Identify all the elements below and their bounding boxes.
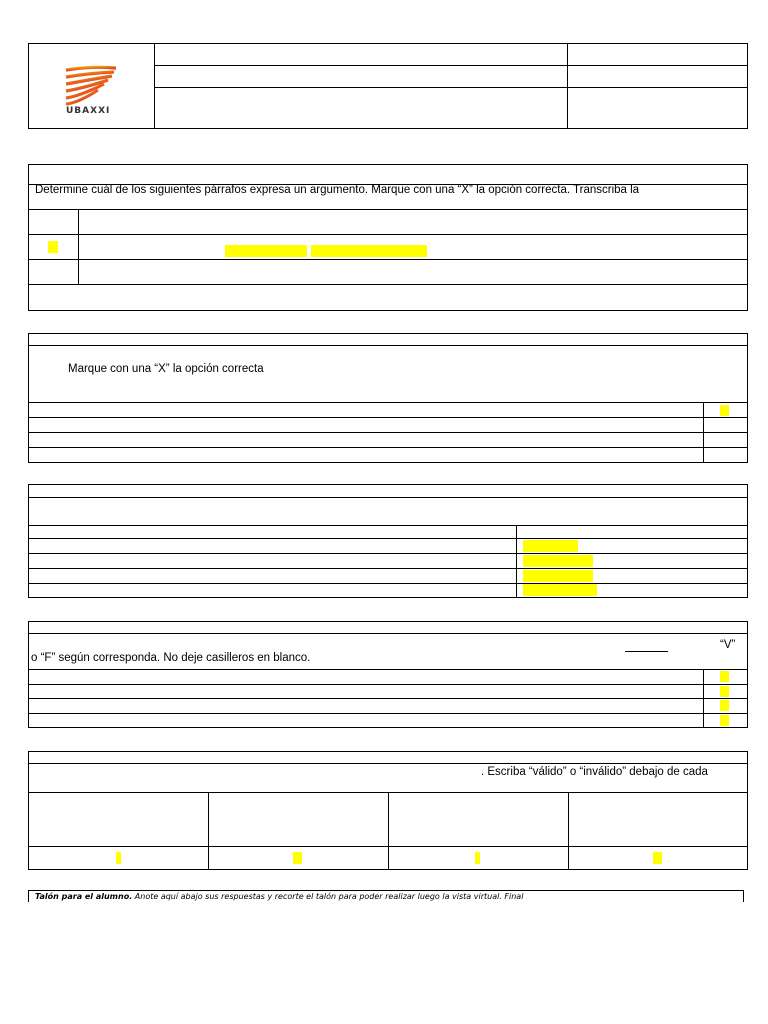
answer-highlight[interactable]	[720, 671, 729, 682]
row-line	[28, 684, 748, 685]
answer-highlight[interactable]	[720, 700, 729, 711]
section2-table	[28, 333, 748, 463]
row-line	[28, 259, 748, 260]
logo-text: UBAXXI	[66, 106, 111, 116]
answer-highlight[interactable]	[48, 241, 58, 253]
talon-left-line	[28, 890, 29, 902]
section5-instruction: . Escriba “válido” o “inválido” debajo de cada	[481, 766, 708, 778]
row-line	[28, 447, 748, 448]
header-divider	[154, 65, 748, 66]
row-line	[28, 209, 748, 210]
ubaxxi-logo	[62, 64, 126, 116]
row-line	[28, 583, 748, 584]
talon-bold: Talón para el alumno.	[35, 892, 133, 901]
section4-table	[28, 621, 748, 728]
talon-right-line	[743, 890, 744, 902]
answer-highlight[interactable]	[720, 715, 729, 726]
answer-highlight[interactable]	[475, 852, 480, 864]
row-line	[28, 633, 748, 634]
row-line	[28, 538, 748, 539]
talon-caption	[35, 892, 523, 901]
header-divider	[154, 43, 155, 129]
row-line	[28, 568, 748, 569]
col-line	[78, 209, 79, 284]
col-line	[388, 792, 389, 870]
section4-instruction: o “F” según corresponda. No deje casilleros en blanco.	[31, 652, 311, 664]
row-line	[28, 669, 748, 670]
col-line	[703, 669, 704, 728]
row-line	[28, 284, 748, 285]
answer-highlight[interactable]	[720, 686, 729, 697]
row-line	[28, 497, 748, 498]
col-line	[703, 402, 704, 463]
header-divider	[154, 87, 748, 88]
answer-highlight[interactable]	[653, 852, 662, 864]
col-line	[208, 792, 209, 870]
answer-highlight[interactable]	[523, 584, 597, 596]
section3-table	[28, 484, 748, 598]
header-divider	[567, 43, 568, 129]
answer-highlight[interactable]	[523, 540, 578, 552]
row-line	[28, 763, 748, 764]
answer-highlight[interactable]	[523, 555, 593, 567]
header-table	[28, 43, 748, 129]
section2-instruction: Marque con una “X” la opción correcta	[68, 363, 264, 375]
row-line	[28, 553, 748, 554]
ubaxxi-logo-icon	[62, 64, 126, 108]
answer-highlight[interactable]	[720, 405, 729, 416]
talon-rest: Anote aquí abajo sus respuestas y recorte el talón para poder realizar luego la vista virtual. Final	[132, 892, 524, 901]
text-highlight	[225, 245, 307, 257]
answer-highlight[interactable]	[116, 852, 121, 864]
answer-highlight[interactable]	[523, 570, 593, 582]
row-line	[28, 417, 748, 418]
row-line	[28, 402, 748, 403]
talon-top-line	[28, 890, 744, 891]
row-line	[28, 698, 748, 699]
blank-line	[625, 651, 668, 652]
row-line	[28, 525, 748, 526]
row-line	[28, 713, 748, 714]
row-line	[28, 234, 748, 235]
col-line	[516, 525, 517, 598]
row-line	[28, 432, 748, 433]
section1-instruction: Determine cuál de los siguientes párrafos expresa un argumento. Marque con una “X” la opción correcta. Transcriba la	[35, 184, 640, 196]
col-line	[568, 792, 569, 870]
row-line	[28, 345, 748, 346]
text-highlight	[311, 245, 427, 257]
answer-highlight[interactable]	[293, 852, 302, 864]
section4-v-label: “V”	[720, 639, 736, 651]
